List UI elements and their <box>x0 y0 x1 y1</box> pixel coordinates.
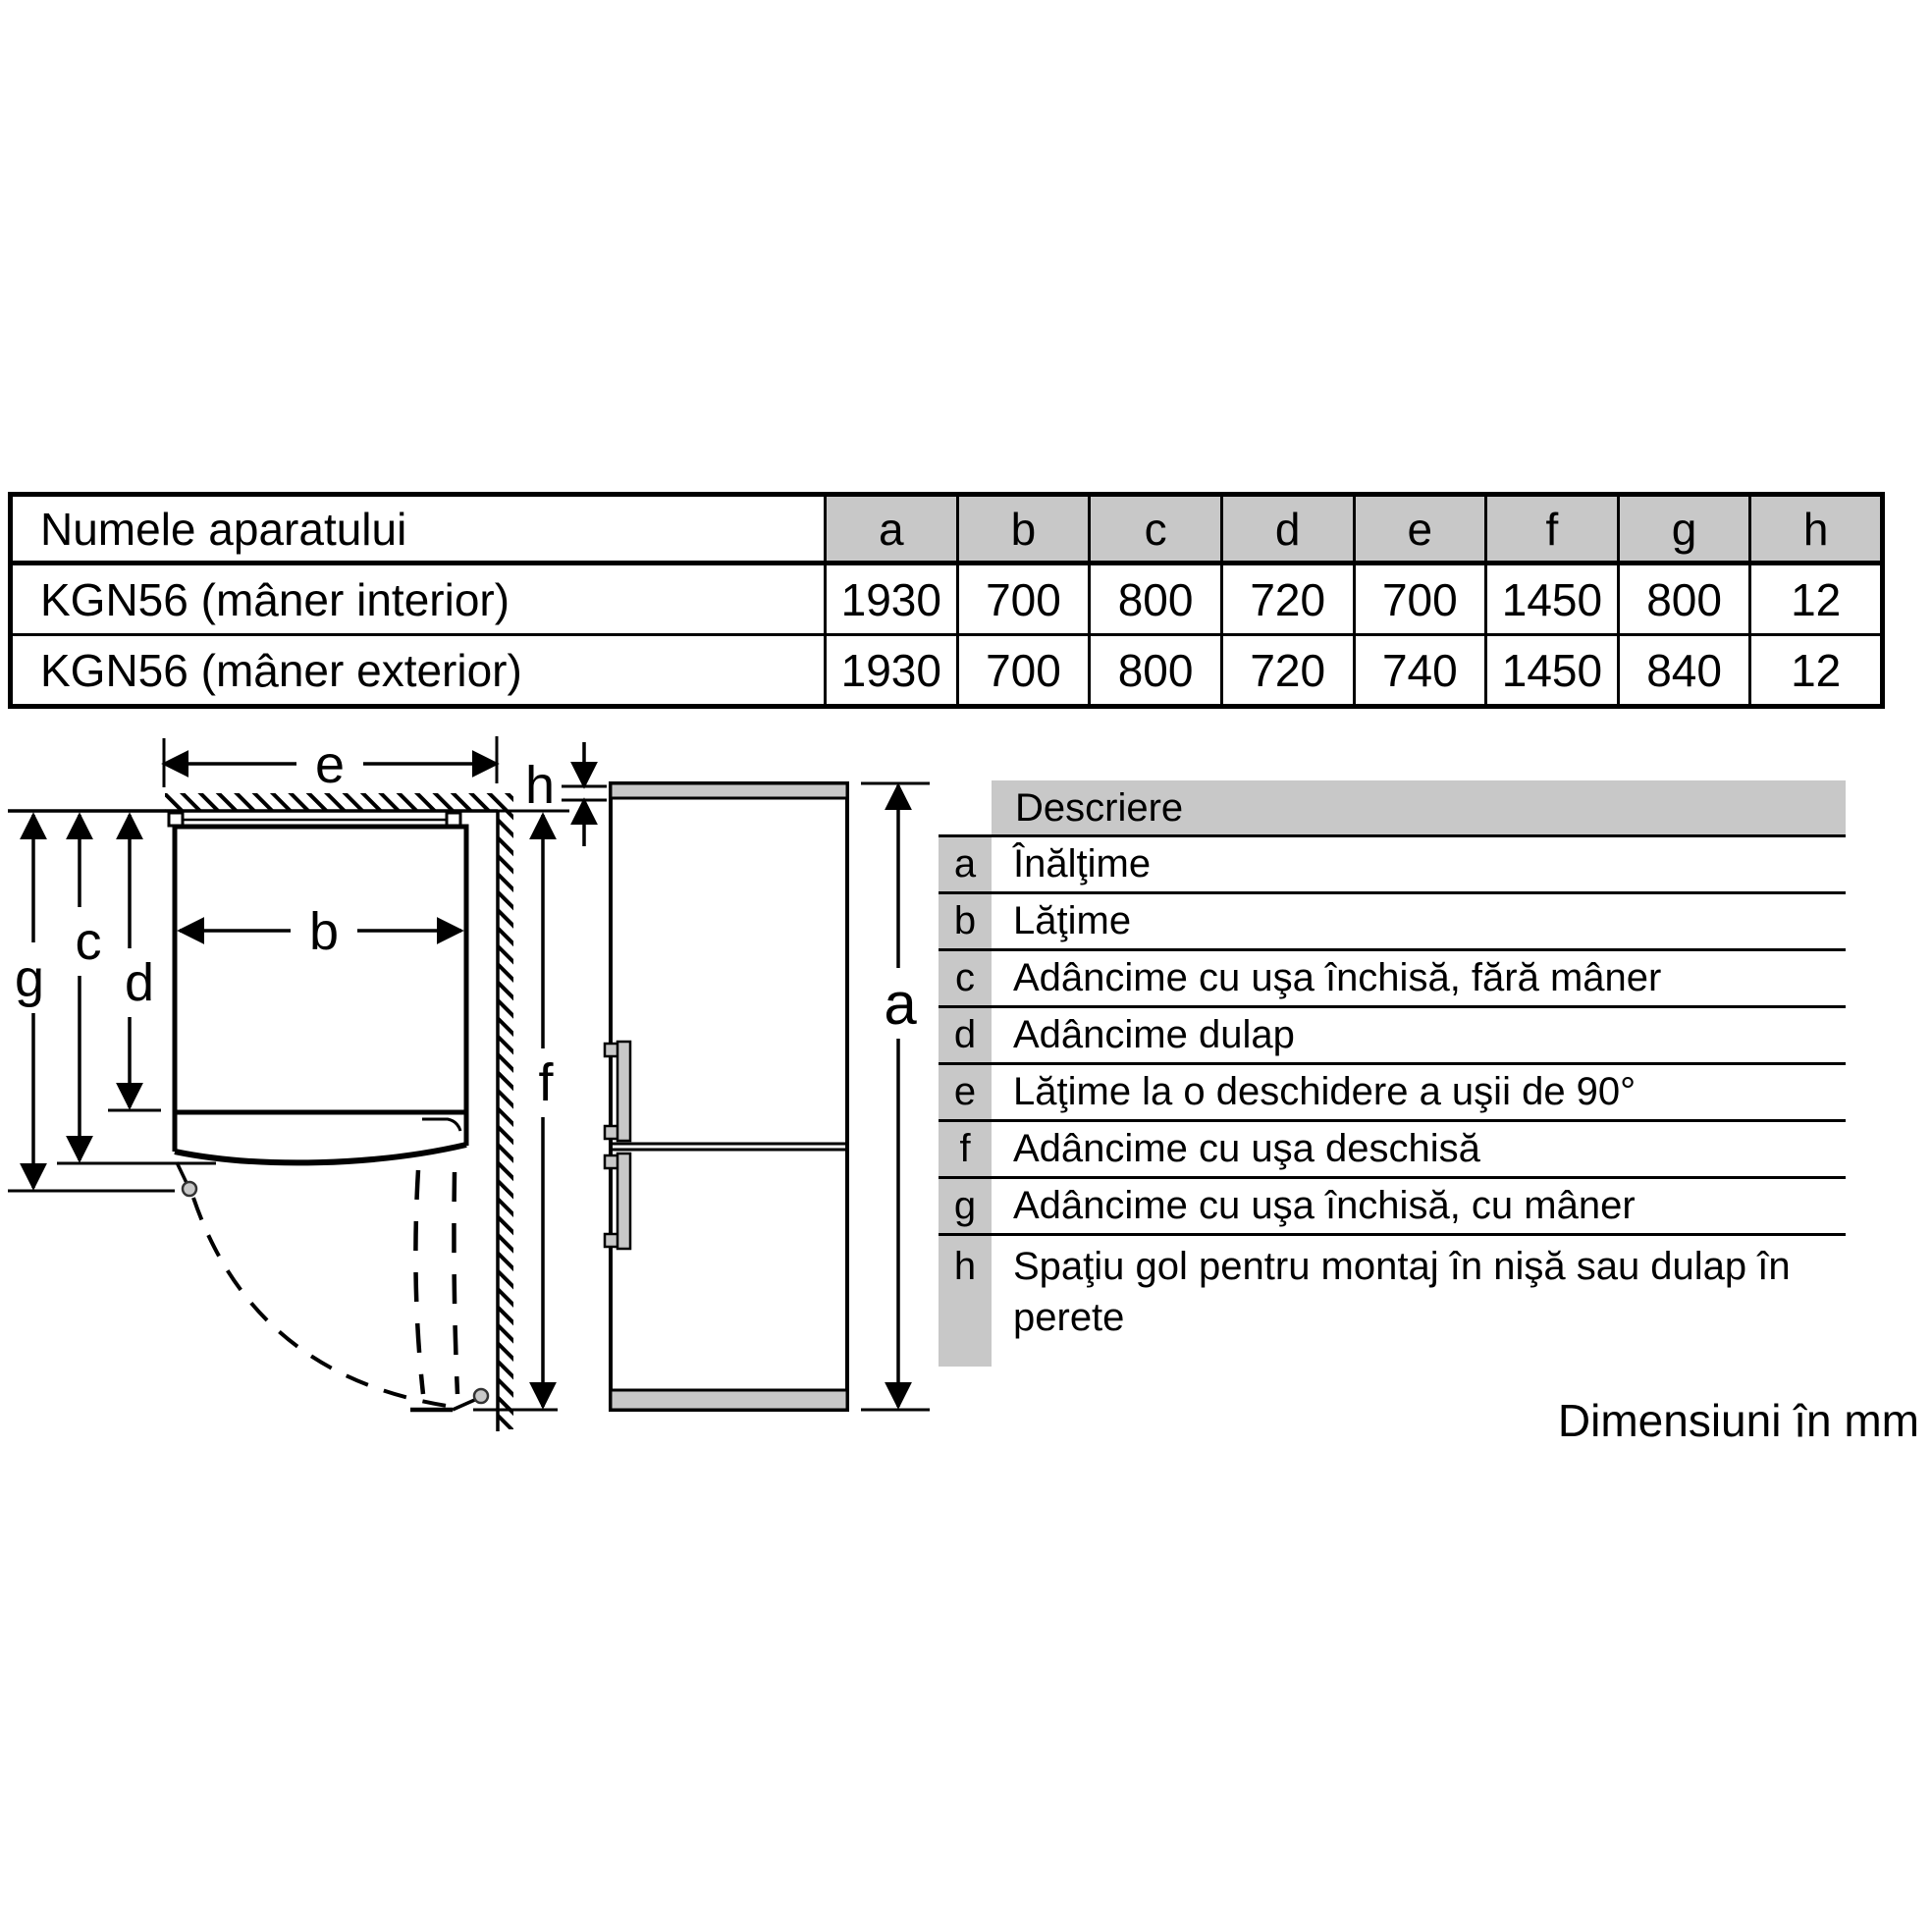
upper-door-handle <box>605 1042 630 1141</box>
open-door-edge-2 <box>454 1172 457 1394</box>
dim-key: h <box>939 1236 992 1367</box>
spec-col-c: c <box>1090 495 1222 564</box>
spec-table <box>8 492 1885 709</box>
door-handle-closed <box>177 1162 188 1185</box>
value-d: 720 <box>1221 635 1354 707</box>
dim-description: Înălţime <box>1013 842 1152 886</box>
spec-col-d: d <box>1221 495 1354 564</box>
description-header: Descriere <box>992 780 1846 834</box>
value-b: 700 <box>957 564 1090 635</box>
dim-key: e <box>939 1065 992 1119</box>
label-a: a <box>884 971 917 1037</box>
label-b: b <box>308 902 340 961</box>
spec-col-a: a <box>826 495 958 564</box>
wall-right-hatch <box>498 811 513 1429</box>
wall-top-hatch <box>165 793 513 811</box>
label-g: g <box>14 949 45 1008</box>
spec-col-e: e <box>1354 495 1486 564</box>
list-item <box>939 837 1846 894</box>
front-view-drawing <box>605 783 930 1410</box>
dim-description: Adâncime cu uşa închisă, fără mâner <box>1013 956 1662 999</box>
value-e: 700 <box>1354 564 1486 635</box>
model-name: KGN56 (mâner exterior) <box>11 635 826 707</box>
fridge-bottom-strip <box>611 1390 847 1410</box>
list-item <box>939 1065 1846 1122</box>
dim-key: a <box>939 837 992 891</box>
dim-key: g <box>939 1179 992 1233</box>
table-row <box>11 635 1883 707</box>
spec-col-b: b <box>957 495 1090 564</box>
door-front-arc <box>175 1145 466 1162</box>
cabinet-body <box>175 827 466 1112</box>
value-c: 800 <box>1090 564 1222 635</box>
label-c: c <box>75 912 102 971</box>
value-c: 800 <box>1090 635 1222 707</box>
spec-col-g: g <box>1618 495 1750 564</box>
list-item <box>939 894 1846 951</box>
value-g: 800 <box>1618 564 1750 635</box>
value-h: 12 <box>1750 564 1883 635</box>
table-row <box>11 564 1883 635</box>
dim-key: f <box>939 1122 992 1176</box>
open-door-edge-1 <box>415 1170 423 1394</box>
dim-description: Lăţime la o deschidere a uşii de 90° <box>1013 1070 1637 1113</box>
label-d: d <box>124 953 155 1012</box>
list-item <box>939 1008 1846 1065</box>
dim-description: Adâncime dulap <box>1013 1013 1295 1056</box>
model-name: KGN56 (mâner interior) <box>11 564 826 635</box>
units-note: Dimensiuni în mm <box>1557 1395 1919 1446</box>
list-item <box>939 1179 1846 1236</box>
handle-pivot-open <box>474 1389 488 1403</box>
value-a: 1930 <box>826 564 958 635</box>
value-d: 720 <box>1221 564 1354 635</box>
lower-door-handle <box>605 1154 630 1249</box>
fridge-body <box>611 783 847 1410</box>
list-item <box>939 1236 1846 1367</box>
door-inner-step <box>422 1119 460 1131</box>
hinge-block-left <box>169 813 183 826</box>
spec-name-header: Numele aparatului <box>11 495 826 564</box>
value-e: 740 <box>1354 635 1486 707</box>
label-f: f <box>538 1053 554 1112</box>
list-item <box>939 1122 1846 1179</box>
spec-col-f: f <box>1486 495 1619 564</box>
value-f: 1450 <box>1486 564 1619 635</box>
value-b: 700 <box>957 635 1090 707</box>
label-e: e <box>314 735 346 794</box>
list-item <box>939 951 1846 1008</box>
door-swing-arc <box>193 1198 447 1406</box>
dim-key: c <box>939 951 992 1005</box>
value-a: 1930 <box>826 635 958 707</box>
description-table <box>939 780 1846 1367</box>
spec-header-row <box>11 495 1883 564</box>
hinge-block-right <box>447 813 460 826</box>
value-f: 1450 <box>1486 635 1619 707</box>
value-g: 840 <box>1618 635 1750 707</box>
dim-key: d <box>939 1008 992 1062</box>
label-h: h <box>524 756 556 815</box>
dim-description: Adâncime cu uşa închisă, cu mâner <box>1013 1184 1636 1227</box>
handle-pivot-closed <box>183 1182 196 1196</box>
dim-description: Spaţiu gol pentru montaj în nişă sau dulap în perete <box>1013 1245 1791 1339</box>
dim-description: Adâncime cu uşa deschisă <box>1013 1127 1480 1170</box>
fridge-top-strip <box>611 783 847 798</box>
dim-description: Lăţime <box>1013 899 1132 942</box>
top-view-drawing <box>8 793 513 1431</box>
value-h: 12 <box>1750 635 1883 707</box>
dim-key: b <box>939 894 992 948</box>
spec-col-h: h <box>1750 495 1883 564</box>
dimension-diagram <box>0 726 942 1473</box>
